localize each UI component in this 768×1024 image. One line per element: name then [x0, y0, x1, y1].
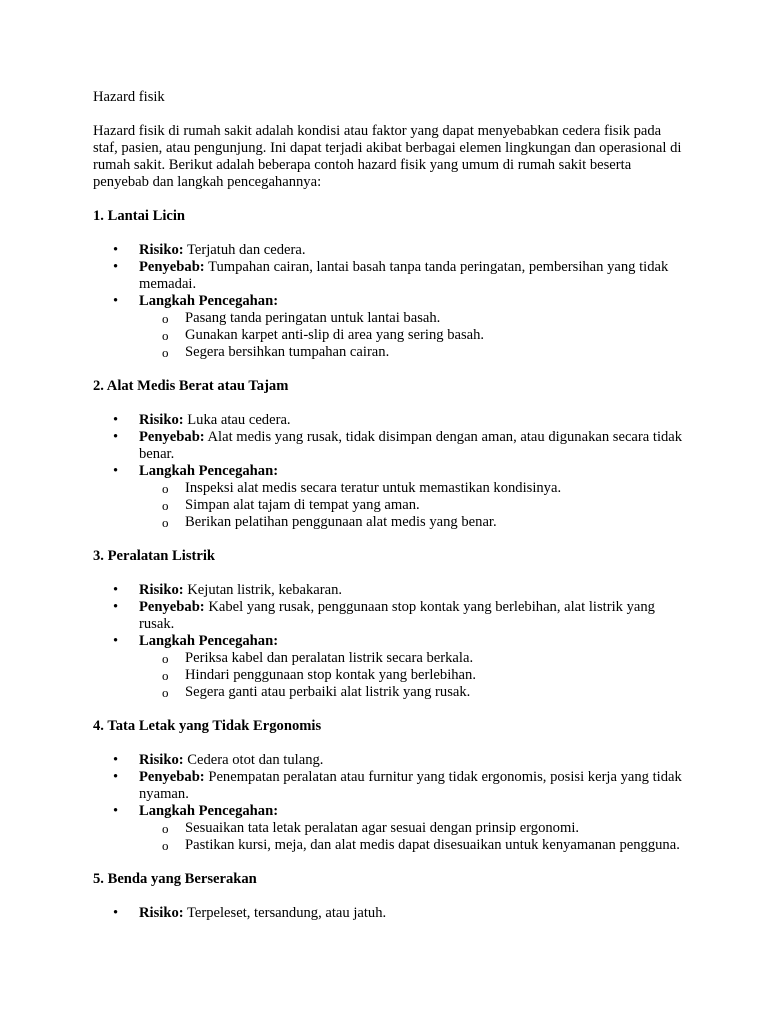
list-item-risk [93, 412, 683, 429]
prevention-list [139, 310, 683, 361]
list-item-cause [93, 429, 683, 463]
prevention-label: Langkah Pencegahan: [139, 633, 279, 649]
list-item-risk [93, 752, 683, 769]
prevention-label: Langkah Pencegahan: [139, 803, 279, 819]
list-item-prevention [93, 633, 683, 701]
prevention-item: o Pasang tanda peringatan untuk lantai basah. [139, 310, 683, 327]
prevention-list [139, 480, 683, 531]
list-item-risk [93, 905, 683, 922]
cause-text: Alat medis yang rusak, tidak disimpan dengan aman, atau digunakan secara tidak benar. [139, 429, 683, 462]
risk-text: Kejutan listrik, kebakaran. [187, 582, 343, 598]
section-benda-berserakan [93, 871, 683, 922]
risk-label: Risiko: [139, 582, 184, 598]
cause-text: Tumpahan cairan, lantai basah tanpa tanda peringatan, pembersihan yang tidak memadai. [139, 259, 669, 292]
cause-label: Penyebab: [139, 259, 205, 275]
risk-text: Cedera otot dan tulang. [187, 752, 324, 768]
risk-label: Risiko: [139, 412, 184, 428]
prevention-label: Langkah Pencegahan: [139, 293, 279, 309]
prevention-item: o Segera bersihkan tumpahan cairan. [139, 344, 683, 361]
list-item-cause [93, 769, 683, 803]
risk-label: Risiko: [139, 242, 184, 258]
prevention-item: o Segera ganti atau perbaiki alat listrik yang rusak. [139, 684, 683, 701]
prevention-item: o Berikan pelatihan penggunaan alat medis yang benar. [139, 514, 683, 531]
prevention-item: o Simpan alat tajam di tempat yang aman. [139, 497, 683, 514]
bullet-list [93, 242, 683, 361]
prevention-list [139, 650, 683, 701]
document-page [93, 89, 683, 939]
list-item-cause [93, 259, 683, 293]
prevention-list [139, 820, 683, 854]
list-item-cause [93, 599, 683, 633]
section-heading: 3. Peralatan Listrik [93, 548, 216, 564]
section-heading: 4. Tata Letak yang Tidak Ergonomis [93, 718, 322, 734]
prevention-item: o Gunakan karpet anti-slip di area yang sering basah. [139, 327, 683, 344]
prevention-item: o Periksa kabel dan peralatan listrik secara berkala. [139, 650, 683, 667]
risk-text: Luka atau cedera. [187, 412, 291, 428]
section-lantai-licin [93, 208, 683, 361]
bullet-list [93, 582, 683, 701]
section-heading: 2. Alat Medis Berat atau Tajam [93, 378, 289, 394]
section-heading: 5. Benda yang Berserakan [93, 871, 257, 887]
section-heading: 1. Lantai Licin [93, 208, 186, 224]
list-item-risk [93, 582, 683, 599]
document-title: Hazard fisik [93, 89, 165, 105]
prevention-item: o Pastikan kursi, meja, dan alat medis dapat disesuaikan untuk kenyamanan pengguna. [139, 837, 683, 854]
cause-label: Penyebab: [139, 599, 205, 615]
bullet-list [93, 752, 683, 854]
cause-label: Penyebab: [139, 769, 205, 785]
section-peralatan-listrik [93, 548, 683, 701]
list-item-prevention [93, 463, 683, 531]
prevention-item: o Hindari penggunaan stop kontak yang berlebihan. [139, 667, 683, 684]
prevention-item: o Sesuaikan tata letak peralatan agar sesuai dengan prinsip ergonomi. [139, 820, 683, 837]
section-tata-letak [93, 718, 683, 854]
risk-label: Risiko: [139, 905, 184, 921]
risk-text: Terpeleset, tersandung, atau jatuh. [187, 905, 387, 921]
list-item-prevention [93, 803, 683, 854]
cause-text: Kabel yang rusak, penggunaan stop kontak yang berlebihan, alat listrik yang rusak. [139, 599, 655, 632]
list-item-risk [93, 242, 683, 259]
cause-text: Penempatan peralatan atau furnitur yang tidak ergonomis, posisi kerja yang tidak nyaman. [139, 769, 682, 802]
bullet-list [93, 412, 683, 531]
bullet-list [93, 905, 683, 922]
intro-paragraph: Hazard fisik di rumah sakit adalah kondisi atau faktor yang dapat menyebabkan cedera fisik pada staf, pasien, atau pengunjung. Ini dapat terjadi akibat berbagai elemen lingkungan dan operasional di rumah sakit. Berikut adalah beberapa contoh hazard fisik yang umum di rumah sakit beserta penyebab dan langkah pencegahannya: [93, 123, 682, 190]
list-item-prevention [93, 293, 683, 361]
prevention-item: o Inspeksi alat medis secara teratur untuk memastikan kondisinya. [139, 480, 683, 497]
section-alat-medis [93, 378, 683, 531]
cause-label: Penyebab: [139, 429, 205, 445]
risk-text: Terjatuh dan cedera. [187, 242, 306, 258]
risk-label: Risiko: [139, 752, 184, 768]
prevention-label: Langkah Pencegahan: [139, 463, 279, 479]
